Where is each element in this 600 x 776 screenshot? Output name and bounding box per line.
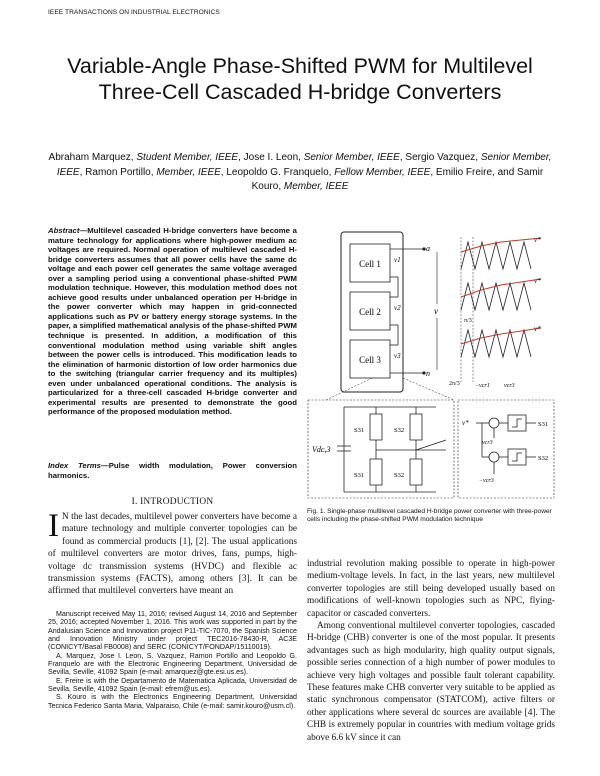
author-role: Student Member, IEEE [136, 152, 239, 163]
ctrl-carrier-2: −vcr3 [479, 478, 494, 484]
figure-1 [306, 222, 556, 502]
intro-paragraph [48, 508, 297, 598]
ref-label-3: v* [534, 325, 541, 333]
v3-label: v3 [394, 352, 401, 360]
index-terms [48, 461, 297, 480]
author-role: Member, IEEE [156, 166, 221, 178]
paragraph: Among conventional multilevel converter topologies, cascaded H-bridge (CHB) converter is one of the most popular. It presents advantages such as high modularity, high quality output signals, possible series connection of a high number of power modules to achieve very high voltages and possible fault tolerant capability. These features make CHB converter very suitable to be applied as static synchronous compensator (STATCOM), active filters or other applications where several dc sources are available [4]. The CHB is extremely popular in countries with medium voltage grids above 6.6 kV since it can [307, 621, 555, 743]
switch-label-s31: S31 [354, 427, 365, 434]
total-voltage-label: v [434, 306, 438, 316]
intro-first-word: N [62, 512, 69, 522]
ref-label-1: v* [534, 236, 541, 244]
section-heading: I. INTRODUCTION [131, 497, 214, 507]
figure-caption: Fig. 1. Single-phase multilevel cascaded H-bridge power converter with three-power cells including the phase-shifted PWM modulation technique [307, 508, 552, 523]
footnote-affiliation-1: A. Marquez, Jose I. Leon, S. Vazquez, Ramon Portillo and Leopoldo G. Franquelo are with the Electronic Engineering Department, Universidad de Sevilla, Seville, 41092 Spain (e-mail: amarquez@gte.esi.us.es). [48, 651, 297, 677]
theta-label: π/3 [464, 318, 472, 324]
index-terms-text: —Pulse width modulation, Power conversion harmonics. [48, 461, 297, 480]
ctrl-output-2: S32 [538, 455, 549, 462]
footnote-manuscript: Manuscript received May 11, 2016; revised August 14, 2016 and September 25, 2016; accepted November 1, 2016. This work was supported in part by the Andalusian Science and Innovation project P11-TIC-7070, the Spanish Science and Innovation Ministry under project TEC2016-78430-R, AC3E (CONICYT/Basal FB0008) and SERC (CONICYT/FONDAP/15110019). [48, 610, 297, 652]
author-name: , Jose I. Leon, [238, 152, 304, 163]
index-terms-label: Index Terms [48, 461, 101, 470]
carrier-label-3: vcr3 [504, 383, 515, 389]
footnote-affiliation-3: S. Kouro is with the Electronics Engineering Department, Universidad Tecnica Federico Santa Maria, Valparaiso, Chile (e-mail: samir.kouro@usm.cl). [48, 693, 297, 710]
v2-label: v2 [394, 304, 401, 312]
author-name: Abraham Marquez, [48, 152, 137, 163]
dropcap: I [48, 508, 59, 544]
footnote-affiliation-2: E. Freire is with the Departamento de Matematica Aplicada, Universidad de Sevilla, Seville, 41092 Spain (e-mail: efrem@us.es). [48, 676, 297, 694]
author-name: , Sergio Vazquez, [399, 152, 481, 163]
svg-text:Cell 1: Cell 1 [359, 259, 381, 269]
author-list [48, 151, 552, 195]
switch-label-s32: S32 [394, 427, 405, 434]
author-role: Senior Member, IEEE [56, 152, 552, 178]
paragraph: industrial revolution making possible to operate in high-power medium-voltage levels. In fact, in the last years, new multilevel converter topologies are still being developed usually based on modifications of well-known topologies such as NPC, flying-capacitor or cascaded converters. [307, 559, 555, 619]
terminal-n: n [426, 369, 430, 378]
author-name: , Ramon Portillo, [79, 166, 157, 178]
ctrl-ref-label: v* [462, 419, 469, 427]
cell-2 [350, 292, 390, 330]
footnotes [48, 610, 297, 710]
abstract-text: —Multilevel cascaded H-bridge converters have become a mature technology for applications where high-power medium ac voltages are required. Normal operation of multilevel cascaded H-bridge converters assumes that all power cells have the same dc voltage and each power cell generates the same voltage averaged over a sampling period using a conventional phase-shifted PWM modulation technique. However, this modulation method does not achieve good results under unbalanced operation per H-bridge in the power converter which may happen in grid-connected applications such as PV or battery energy storage systems. In the paper, a simplified mathematical analysis of the phase-shifted PWM technique is presented. In addition, a modification of this conventional modulation method using variable shift angles between the power cells is introduced. This modification leads to the elimination of harmonic distortion of low order harmonics due to the switching (triangular carrier frequency and its multiples) even under unbalanced operational conditions. The analysis is particularized for a three-cell cascaded H-bridge converter and experimental results are presented to demonstrate the good performance of the proposed modulation method. [48, 226, 297, 417]
running-header: IEEE TRANSACTIONS ON INDUSTRIAL ELECTRONICS [48, 9, 220, 16]
terminal-a: a [426, 244, 430, 253]
paper-title: Variable-Angle Phase-Shifted PWM for Multilevel Three-Cell Cascaded H-bridge Converters [67, 54, 533, 104]
ctrl-output-1: S31 [538, 421, 549, 428]
author-role: Member, IEEE [283, 181, 349, 192]
svg-text:Cell 3: Cell 3 [359, 355, 381, 365]
author-name: , Emilio Freire, and Samir Kouro, [251, 166, 544, 192]
control-box [458, 400, 554, 498]
dc-voltage-label: Vdc,3 [312, 445, 331, 454]
pwm-waveforms [461, 237, 541, 382]
switch-label-s31-bar: S31 [354, 472, 365, 479]
ref-label-2: v* [534, 277, 541, 285]
cell-3 [350, 340, 390, 378]
svg-text:Cell 2: Cell 2 [359, 307, 381, 317]
author-role: Senior Member, IEEE [303, 152, 400, 163]
switch-label-s32-bar: S32 [394, 472, 405, 479]
abstract-label: Abstract [48, 226, 80, 235]
abstract [48, 226, 297, 417]
carrier-label-1: −vcr1 [475, 383, 490, 389]
v1-label: v1 [394, 256, 401, 264]
two-theta-label: 2π/3 [449, 381, 460, 387]
author-name: , Leopoldo G. Franquelo, [220, 166, 335, 178]
ctrl-carrier-1: vcr3 [482, 440, 493, 446]
right-column-text [307, 558, 555, 744]
cell-1 [350, 244, 390, 282]
author-role: Fellow Member, IEEE [334, 166, 431, 178]
intro-text: the last decades, multilevel power converters have become a mature technology and multiple converter topologies can be found as commercial products [1], [2]. The usual applications of multilevel converters are motor drives, fans, pumps, high-voltage dc transmission systems (HVDC) and flexible ac transmission systems (FACTS), among others [3]. It can be affirmed that multilevel converters have meant an [48, 512, 297, 597]
